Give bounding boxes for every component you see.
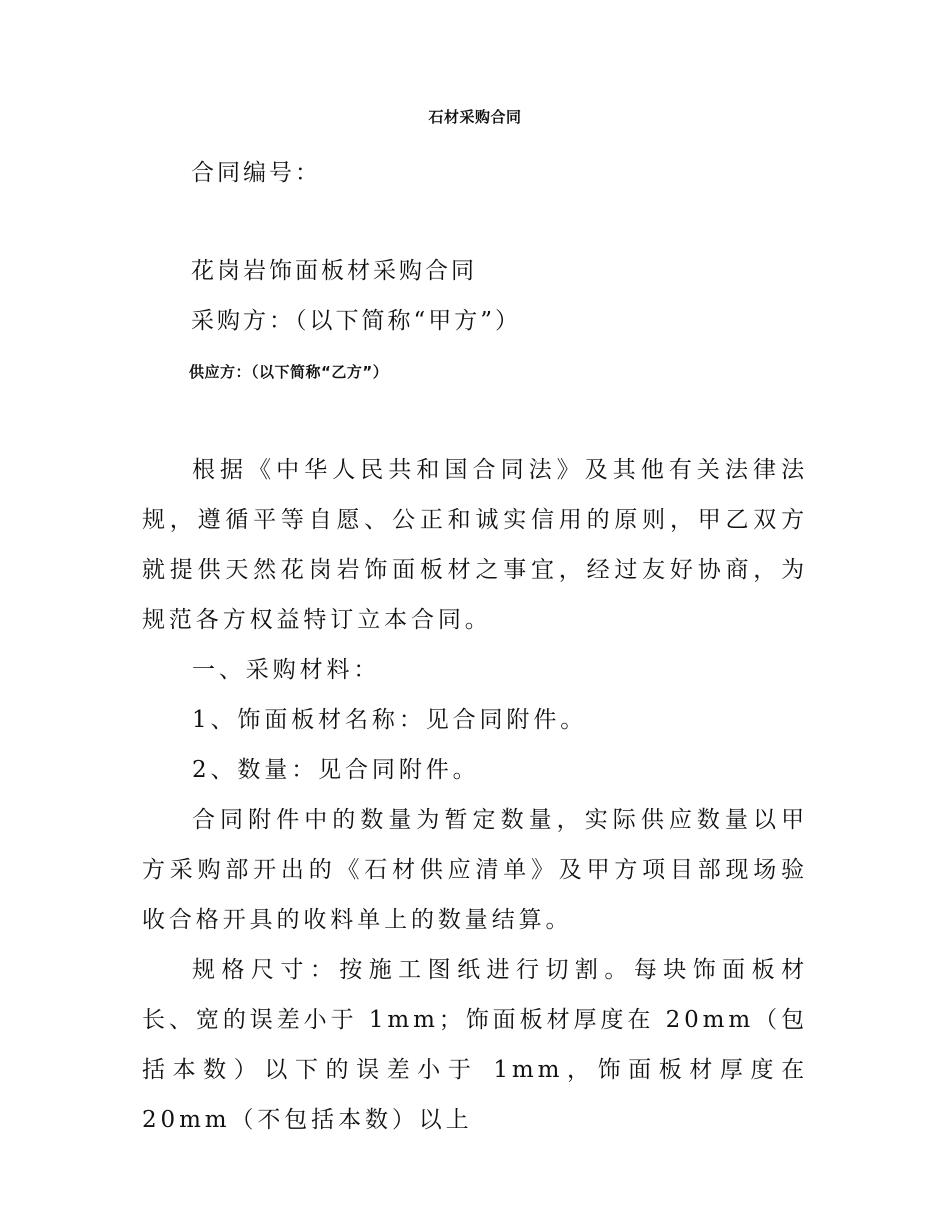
document-title: 石材采购合同 [428, 108, 522, 126]
list-item-material-name: 1、饰面板材名称：见合同附件。 [192, 707, 588, 733]
supplier-line: 供应方：（以下简称“乙方”） [189, 363, 389, 381]
size-spec-paragraph: 规格尺寸：按施工图纸进行切割。每块饰面板材长、宽的误差小于 1mm；饰面板材厚度在 20mm（包括本数）以下的误差小于 1mm，饰面板材厚度在 20mm（不包括本数）以上 [142, 957, 808, 1133]
intro-paragraph: 根据《中华人民共和国合同法》及其他有关法律法规，遵循平等自愿、公正和诚实信用的原则，甲乙双方就提供天然花岗岩饰面板材之事宜，经过友好协商，为规范各方权益特订立本合同。 [142, 457, 808, 633]
buyer-line: 采购方：（以下简称“甲方”） [191, 308, 522, 334]
list-item-quantity: 2、数量：见合同附件。 [192, 757, 480, 783]
quantity-note-paragraph: 合同附件中的数量为暂定数量，实际供应数量以甲方采购部开出的《石材供应清单》及甲方项目部现场验收合格开具的收料单上的数量结算。 [142, 807, 808, 933]
contract-subtitle: 花岗岩饰面板材采购合同 [191, 258, 477, 284]
section-heading-materials: 一、采购材料： [192, 657, 381, 683]
contract-number-label: 合同编号： [191, 160, 321, 186]
